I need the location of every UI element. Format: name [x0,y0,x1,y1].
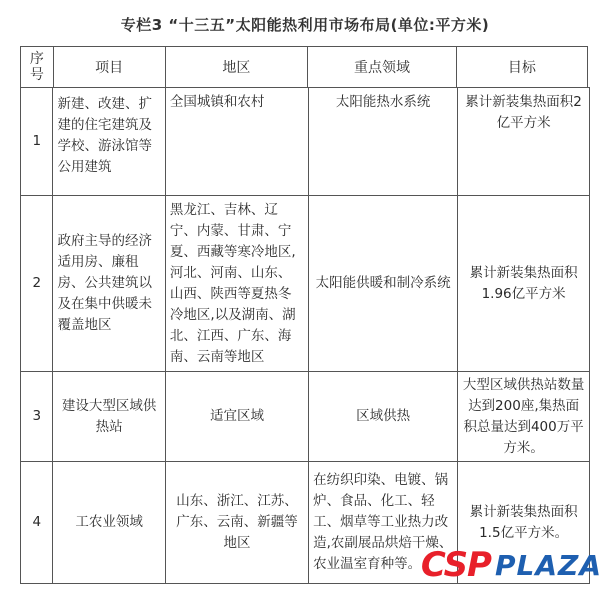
row-field: 太阳能热水系统 [309,88,458,196]
row-field: 区域供热 [309,372,458,462]
header-num: 序号 [21,47,54,88]
row-field: 在纺织印染、电镀、锅炉、食品、化工、轻工、烟草等工业热力改造,农副展品烘焙干燥、农业温室育种等。 [309,462,458,584]
row-num: 2 [21,196,53,372]
row-area: 全国城镇和农村 [165,88,308,196]
row-goal: 累计新装集热面积2亿平方米 [458,88,590,196]
logo-part1: CSP [420,545,491,585]
table-caption: 专栏3 “十三五”太阳能热利用市场布局(单位:平方米) [120,16,490,34]
table-row [21,196,590,372]
table-row [21,88,590,196]
header-row [21,47,588,88]
row-item: 工农业领域 [53,462,165,584]
row-goal: 累计新装集热面积1.96亿平方米 [458,196,590,372]
header-goal: 目标 [456,47,587,88]
row-goal: 累计新装集热面积1.5亿平方米。 [458,462,590,584]
row-item: 新建、改建、扩建的住宅建筑及学校、游泳馆等公用建筑 [53,88,165,196]
table-body [20,87,590,584]
row-item: 政府主导的经济适用房、廉租房、公共建筑以及在集中供暖未覆盖地区 [53,196,165,372]
row-num: 3 [21,372,53,462]
header-field: 重点领域 [308,47,457,88]
row-num: 4 [21,462,53,584]
row-field: 太阳能供暖和制冷系统 [309,196,458,372]
logo-part2: PLAZA [494,548,602,582]
row-area: 适宜区域 [165,372,308,462]
header-area: 地区 [165,47,308,88]
row-area: 黑龙江、吉林、辽宁、内蒙、甘肃、宁夏、西藏等寒冷地区,河北、河南、山东、山西、陕西等夏热冬冷地区,以及湖南、湖北、江西、广东、海南、云南等地区 [165,196,308,372]
row-area: 山东、浙江、江苏、广东、云南、新疆等地区 [165,462,308,584]
header-item: 项目 [53,47,165,88]
table-header [20,46,588,88]
row-item: 建设大型区域供热站 [53,372,165,462]
row-goal: 大型区域供热站数量达到200座,集热面积总量达到400万平方米。 [458,372,590,462]
csp-plaza-logo [421,545,602,585]
table-row [21,372,590,462]
row-num: 1 [21,88,53,196]
